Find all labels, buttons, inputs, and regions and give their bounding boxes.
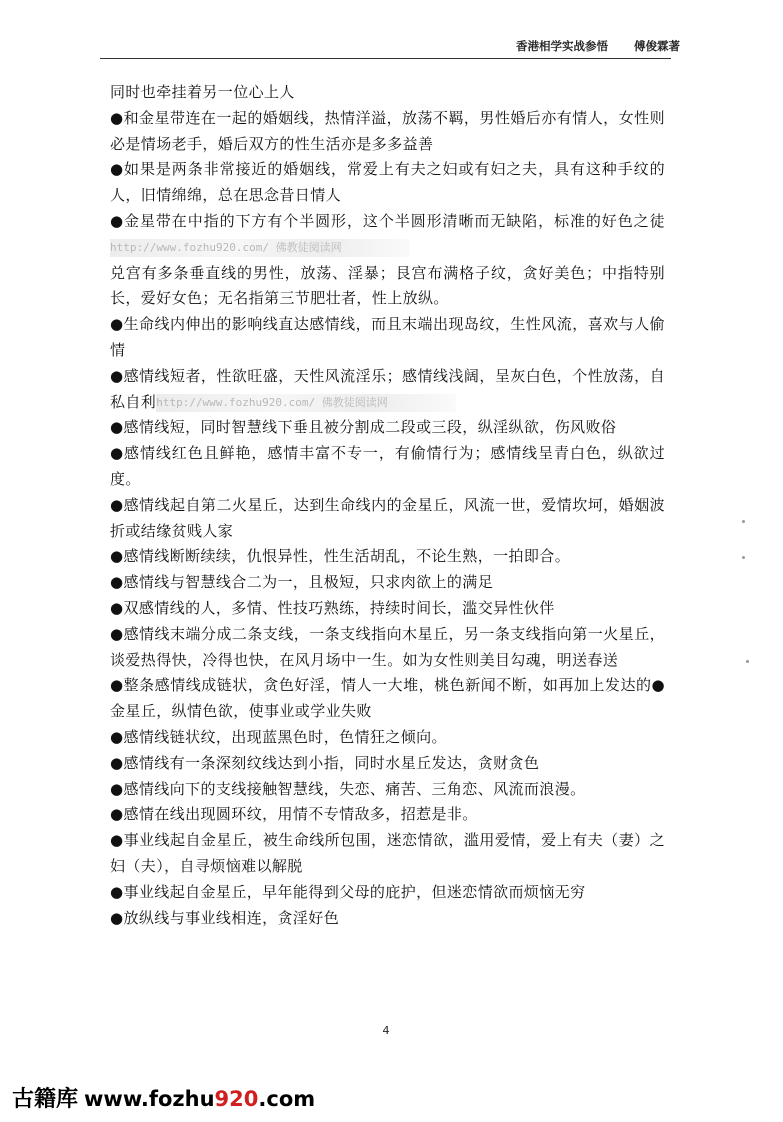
paragraph — [110, 802, 665, 828]
paragraph — [110, 441, 665, 493]
book-title: 香港相学实战参悟 — [515, 39, 608, 53]
paragraph — [110, 209, 665, 261]
paragraph-text: 感情线短，同时智慧线下垂且被分割成二段或三段，纵淫纵欲，伤风败俗 — [123, 418, 617, 437]
paragraph-text: 感情线末端分成二条支线，一条支线指向木星丘，另一条支线指向第一火星丘，谈爱热得快，冷得也快，在风月场中一生。如为女性则美目勾魂，明送春送 — [110, 624, 665, 669]
paragraph — [110, 725, 665, 751]
paragraph — [110, 880, 665, 906]
paragraph — [110, 364, 665, 416]
paragraph — [110, 157, 665, 209]
paragraph — [110, 261, 665, 313]
paragraph-text: 感情线有一条深刻纹线达到小指，同时水星丘发达，贪财贪色 — [123, 753, 540, 772]
bullet-icon: ● — [110, 418, 124, 437]
scan-speck — [742, 556, 745, 559]
paragraph-text: 感情在线出现圆环纹，用情不专情敌多，招惹是非。 — [123, 805, 478, 824]
footer-brand: 古籍库 — [12, 1087, 79, 1112]
bullet-icon: ● — [110, 779, 124, 798]
bullet-icon: ● — [110, 598, 124, 617]
paragraph-text: 同时也牵挂着另一位心上人 — [110, 83, 295, 101]
paragraph — [110, 828, 665, 880]
bullet-icon: ● — [110, 908, 124, 927]
paragraph-text: 整条感情线成链状，贪色好淫，情人一大堆，桃色新闻不断，如再加上发达的●金星丘，纵情色欲，使事业或学业失败 — [110, 676, 665, 721]
author: 傅俊霖著 — [634, 39, 680, 53]
header-rule — [100, 58, 671, 59]
paragraph-text: 兑宫有多条垂直线的男性，放荡、淫暴；艮宫布满格子纹，贪好美色；中指特别长，爱好女色；无名指第三节肥壮者，性上放纵。 — [110, 263, 665, 308]
bullet-icon: ● — [110, 108, 124, 127]
paragraph-text: 感情线起自第二火星丘，达到生命线内的金星丘，风流一世，爱情坎坷，婚姻波折或结缘贫贱人家 — [110, 495, 665, 540]
paragraph-text: 感情线断断续续，仇恨异性，性生活胡乱，不论生熟，一拍即合。 — [123, 547, 571, 566]
body-text — [110, 80, 665, 931]
paragraph-text: 放纵线与事业线相连，贪淫好色 — [123, 908, 340, 927]
paragraph-text: 如果是两条非常接近的婚姻线，常爱上有夫之妇或有妇之夫，具有这种手纹的人，旧情绵绵，总在思念昔日情人 — [110, 160, 665, 205]
page-number: 4 — [382, 1024, 390, 1037]
bullet-icon: ● — [110, 315, 124, 334]
paragraph — [110, 544, 665, 570]
running-header — [480, 38, 680, 54]
paragraph-text: 感情线红色且鲜艳，感情丰富不专一，有偷情行为；感情线呈青白色，纵欲过度。 — [110, 444, 665, 488]
paragraph-text: 事业线起自金星丘，被生命线所包围，迷恋情欲，滥用爱情，爱上有夫（妻）之妇（夫），自寻烦恼难以解脱 — [110, 831, 665, 875]
paragraph — [110, 777, 665, 803]
paragraph-text: 生命线内伸出的影响线直达感情线，而且末端出现岛纹，生性风流，喜欢与人偷情 — [110, 315, 665, 359]
paragraph — [110, 312, 665, 364]
paragraph-text: 事业线起自金星丘，早年能得到父母的庇护，但迷恋情欲而烦恼无穷 — [123, 882, 586, 901]
paragraph — [110, 751, 665, 777]
paragraph-text: 感情线短者，性欲旺盛，天性风流淫乐；感情线浅阔，呈灰白色，个性放荡，自私自利 — [110, 366, 665, 411]
paragraph-text: 感情线与智慧线合二为一，且极短，只求肉欲上的满足 — [123, 573, 494, 592]
bullet-icon: ● — [110, 547, 124, 566]
paragraph — [110, 80, 665, 106]
paragraph — [110, 570, 665, 596]
bullet-icon: ● — [110, 727, 124, 746]
paragraph — [110, 106, 665, 158]
paragraph — [110, 673, 665, 725]
paragraph-text: 金星带在中指的下方有个半圆形，这个半圆形清晰而无缺陷，标准的好色之徒 — [124, 211, 665, 230]
bullet-icon: ● — [110, 211, 125, 230]
paragraph-text: 感情线链状纹，出现蓝黑色时，色情狂之倾向。 — [123, 727, 447, 746]
scan-speck — [742, 520, 745, 523]
bullet-icon: ● — [110, 882, 124, 901]
bullet-icon: ● — [110, 495, 124, 514]
paragraph-text: 双感情线的人，多情、性技巧熟练，持续时间长，滥交异性伙伴 — [123, 598, 555, 617]
footer-watermark — [12, 1082, 315, 1113]
bullet-icon: ● — [110, 160, 125, 179]
scan-speck — [746, 660, 749, 663]
scan-watermark: http://www.fozhu920.com/ 佛教徒阅读网 — [110, 239, 410, 257]
paragraph — [110, 906, 665, 932]
scan-watermark: http://www.fozhu920.com/ 佛教徒阅读网 — [156, 394, 456, 412]
bullet-icon: ● — [110, 573, 124, 592]
bullet-icon: ● — [110, 805, 124, 824]
bullet-icon: ● — [110, 676, 124, 695]
bullet-icon: ● — [110, 624, 124, 643]
bullet-icon: ● — [110, 444, 125, 463]
paragraph — [110, 493, 665, 545]
bullet-icon: ● — [110, 831, 124, 850]
bullet-icon: ● — [110, 753, 124, 772]
paragraph-text: 感情线向下的支线接触智慧线，失恋、痛苦、三角恋、风流而浪漫。 — [123, 779, 586, 798]
paragraph — [110, 596, 665, 622]
footer-site: www.fozhu920.com — [84, 1087, 316, 1111]
paragraph-text: 和金星带连在一起的婚姻线，热情洋溢，放荡不羁，男性婚后亦有情人，女性则必是情场老手，婚后双方的性生活亦是多多益善 — [110, 108, 665, 153]
paragraph — [110, 415, 665, 441]
bullet-icon: ● — [110, 366, 124, 385]
paragraph — [110, 622, 665, 674]
